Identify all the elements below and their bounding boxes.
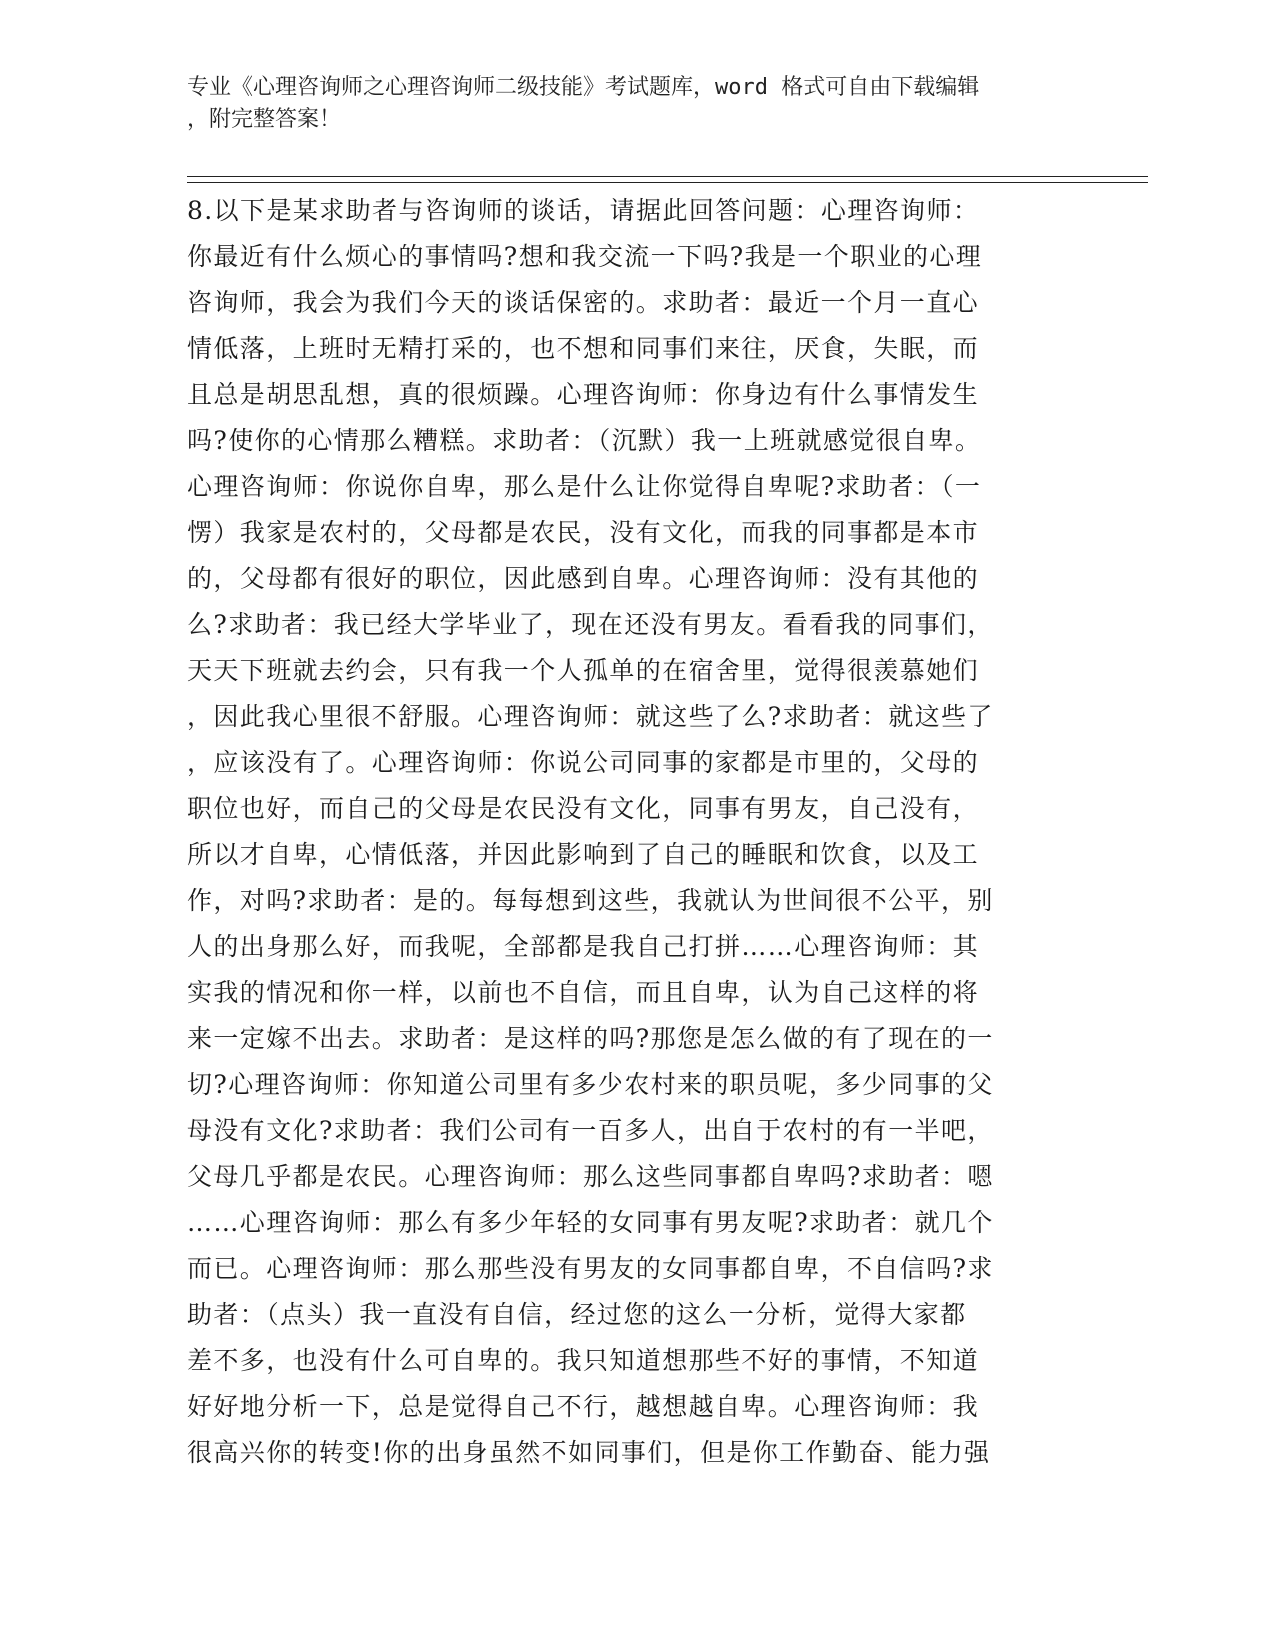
body-line: 且总是胡思乱想，真的很烦躁。心理咨询师：你身边有什么事情发生 (187, 380, 980, 409)
body-line: 好好地分析一下，总是觉得自己不行，越想越自卑。心理咨询师：我 (187, 1392, 980, 1421)
body-line: 作，对吗?求助者：是的。每每想到这些，我就认为世间很不公平，别 (187, 886, 994, 915)
header-line: 专业《心理咨询师之心理咨询师二级技能》考试题库，word 格式可自由下载编辑 (187, 75, 980, 100)
body-line: 情低落，上班时无精打采的，也不想和同事们来往，厌食，失眠，而 (187, 334, 980, 363)
body-line: 的，父母都有很好的职位，因此感到自卑。心理咨询师：没有其他的 (187, 564, 980, 593)
body-line: 人的出身那么好，而我呢，全部都是我自己打拼……心理咨询师：其 (187, 932, 980, 961)
question-body (187, 188, 1067, 1476)
body-line: 父母几乎都是农民。心理咨询师：那么这些同事都自卑吗?求助者：嗯 (187, 1162, 994, 1191)
body-line: ，因此我心里很不舒服。心理咨询师：就这些了么?求助者：就这些了 (187, 702, 994, 731)
body-line: 来一定嫁不出去。求助者：是这样的吗?那您是怎么做的有了现在的一 (187, 1024, 994, 1053)
body-line: 实我的情况和你一样，以前也不自信，而且自卑，认为自己这样的将 (187, 978, 980, 1007)
body-line: 么?求助者：我已经大学毕业了，现在还没有男友。看看我的同事们， (187, 610, 994, 639)
body-line: 差不多，也没有什么可自卑的。我只知道想那些不好的事情，不知道 (187, 1346, 980, 1375)
page-header (187, 72, 1067, 136)
body-line: 愣）我家是农村的，父母都是农民，没有文化，而我的同事都是本市 (187, 518, 980, 547)
body-line: 助者：（点头）我一直没有自信，经过您的这么一分析，觉得大家都 (187, 1300, 967, 1329)
body-line: 而已。心理咨询师：那么那些没有男友的女同事都自卑，不自信吗?求 (187, 1254, 994, 1283)
body-line: 职位也好，而自己的父母是农民没有文化，同事有男友，自己没有， (187, 794, 980, 823)
body-line: ……心理咨询师：那么有多少年轻的女同事有男友呢?求助者：就几个 (187, 1208, 994, 1237)
body-line: 心理咨询师：你说你自卑，那么是什么让你觉得自卑呢?求助者：（一 (187, 472, 982, 501)
body-line: ，应该没有了。心理咨询师：你说公司同事的家都是市里的，父母的 (187, 748, 980, 777)
body-line: 所以才自卑，心情低落，并因此影响到了自己的睡眠和饮食，以及工 (187, 840, 980, 869)
body-line: 切?心理咨询师：你知道公司里有多少农村来的职员呢，多少同事的父 (187, 1070, 994, 1099)
body-line: 咨询师，我会为我们今天的谈话保密的。求助者：最近一个月一直心 (187, 288, 980, 317)
header-rule-lower (187, 182, 1148, 183)
body-line: 天天下班就去约会，只有我一个人孤单的在宿舍里，觉得很羡慕她们 (187, 656, 980, 685)
body-line: 母没有文化?求助者：我们公司有一百多人，出自于农村的有一半吧， (187, 1116, 994, 1145)
header-rule-upper (187, 176, 1148, 177)
body-line: 8.以下是某求助者与咨询师的谈话，请据此回答问题：心理咨询师： (187, 196, 980, 225)
body-line: 你最近有什么烦心的事情吗?想和我交流一下吗?我是一个职业的心理 (187, 242, 983, 271)
body-line: 吗?使你的心情那么糟糕。求助者：（沉默）我一上班就感觉很自卑。 (187, 426, 982, 455)
body-line: 很高兴你的转变!你的出身虽然不如同事们，但是你工作勤奋、能力强 (187, 1438, 991, 1467)
header-line: ，附完整答案！ (187, 107, 342, 132)
